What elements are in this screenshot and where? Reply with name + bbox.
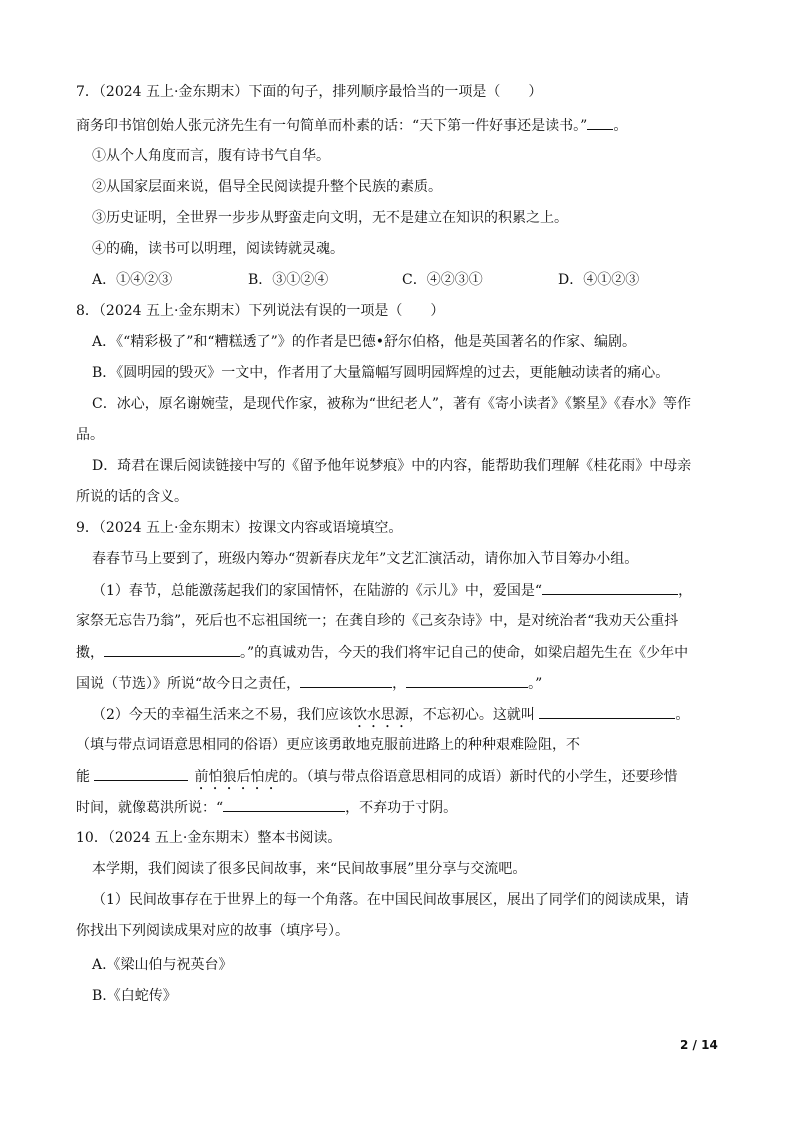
q9-blank-1 xyxy=(542,580,678,595)
q9-part1-line3-start: 擞， xyxy=(76,645,104,661)
q9-part2-line1-mid: ，不忘初心。这就叫 xyxy=(408,707,540,723)
q7-intro-end: 。 xyxy=(613,118,628,134)
q10-item-b: B.《白蛇传》 xyxy=(92,988,177,1004)
q9-part2-line4-text: 时间，就像葛洪所说：“ xyxy=(76,800,224,816)
q9-dotted-word-1: 饮水思源 xyxy=(352,707,409,723)
q9-part1-line4-sep: ， xyxy=(392,676,407,692)
q9-part2-line1-end: 。 xyxy=(675,707,690,723)
q10-part1-line2: 你找出下列阅读成果对应的故事（填序号）。 xyxy=(76,923,349,939)
q7-option-c: C．④②③① xyxy=(402,272,483,288)
q9-dotted-word-2: 前怕狼后怕虎 xyxy=(194,769,279,785)
q7-option-a: A．①④②③ xyxy=(92,272,173,288)
q9-blank-3 xyxy=(300,673,392,688)
q9-part1-line3 xyxy=(76,642,734,663)
q9-blank-4 xyxy=(406,673,528,688)
q9-part1-line4-text: 国说（节选）》所说“故今日之责任， xyxy=(76,676,301,692)
q9-part2-line3-text: 的。（填与带点俗语意思相同的成语）新时代的小学生，还要珍惜 xyxy=(278,769,678,785)
q7-option-d: D．④①②③ xyxy=(558,272,640,288)
q8-option-d-line2: 所说的话的含义。 xyxy=(76,489,188,505)
q7-sentence-2: ②从国家层面来说，倡导全民阅读提升整个民族的素质。 xyxy=(92,179,442,195)
q9-blank-7 xyxy=(223,797,345,812)
q10-item-a: A.《梁山伯与祝英台》 xyxy=(92,957,233,973)
q8-option-d-line1: D．琦君在课后阅读链接中写的《留予他年说梦痕》中的内容，能帮助我们理解《桂花雨》中母亲 xyxy=(92,458,692,474)
q9-part2-line3-start: 能 xyxy=(76,769,95,785)
q7-option-b: B．③①②④ xyxy=(248,272,329,288)
q10-intro: 本学期，我们阅读了很多民间故事，来“民间故事展”里分享与交流吧。 xyxy=(92,861,527,877)
q9-intro: 春春节马上要到了，班级内筹办“贺新春庆龙年”文艺汇演活动，请你加入节目筹办小组。 xyxy=(92,551,639,567)
q9-part2-line2: （填与带点词语意思相同的俗语）更应该勇敢地克服前进路上的种种艰难险阻，不 xyxy=(76,737,580,753)
q9-part1-line4 xyxy=(76,673,734,694)
page-number: 2 / 14 xyxy=(680,1038,718,1052)
q9-part1-line3-text: 。”的真诚劝告，今天的我们将牢记自己的使命，如梁启超先生在《少年中 xyxy=(240,645,689,661)
q8-option-c-line2: 品。 xyxy=(76,427,104,443)
q9-part1-line2: 家祭无忘告乃翁”，死后也不忘祖国统一；在龚自珍的《己亥杂诗》中，是对统治者“我劝天公重抖 xyxy=(76,613,679,629)
q9-part1-line4-end: 。” xyxy=(528,676,543,692)
q9-blank-5 xyxy=(539,704,675,719)
q9-part1-line1-text: （1）春节，总能激荡起我们的家国情怀，在陆游的《示儿》中，爱国是“ xyxy=(92,583,543,599)
q10-stem: 10．（2024 五上·金东期末）整本书阅读。 xyxy=(76,830,342,846)
q9-part2-line4 xyxy=(76,797,734,818)
q8-option-a: A．《“精彩极了”和“糟糕透了”》的作者是巴德•舒尔伯格，他是英国著名的作家、编剧。 xyxy=(92,334,636,350)
q10-part1-line1: （1）民间故事存在于世界上的每一个角落。在中国民间故事展区，展出了同学们的阅读成果，请 xyxy=(92,892,689,908)
q7-blank xyxy=(587,115,613,130)
q7-sentence-1: ①从个人角度而言，腹有诗书气自华。 xyxy=(92,148,330,164)
q8-stem: 8．（2024 五上·金东期末）下列说法有误的一项是（ ） xyxy=(76,303,445,319)
q9-part2-line1-text: （2）今天的幸福生活来之不易，我们应该 xyxy=(92,707,353,723)
q9-part1-line1 xyxy=(92,580,734,601)
q8-option-b: B．《圆明园的毁灭》一文中，作者用了大量篇幅写圆明园辉煌的过去，更能触动读者的痛心。 xyxy=(92,365,670,381)
q9-blank-6 xyxy=(94,766,188,781)
q7-intro-text: 商务印书馆创始人张元济先生有一句简单而朴素的话：“天下第一件好事还是读书。” xyxy=(76,118,588,134)
q7-intro xyxy=(76,115,734,136)
q9-part2-line1 xyxy=(92,704,734,731)
q7-sentence-4: ④的确，读书可以明理，阅读铸就灵魂。 xyxy=(92,241,344,257)
q7-stem: 7．（2024 五上·金东期末）下面的句子，排列顺序最恰当的一项是（ ） xyxy=(76,84,543,100)
q7-sentence-3: ③历史证明，全世界一步步从野蛮走向文明，无不是建立在知识的积累之上。 xyxy=(92,210,568,226)
q9-part1-line1-end: ， xyxy=(678,583,693,599)
q9-stem: 9．（2024 五上·金东期末）按课文内容或语境填空。 xyxy=(76,520,403,536)
q9-part2-line4-end: ，不弃功于寸阴。 xyxy=(345,800,458,816)
q9-blank-2 xyxy=(104,642,240,657)
q9-part2-line3 xyxy=(76,766,734,793)
q8-option-c-line1: C．冰心，原名谢婉莹，是现代作家，被称为“世纪老人”，著有《寄小读者》《繁星》《春水》等作 xyxy=(92,396,692,412)
